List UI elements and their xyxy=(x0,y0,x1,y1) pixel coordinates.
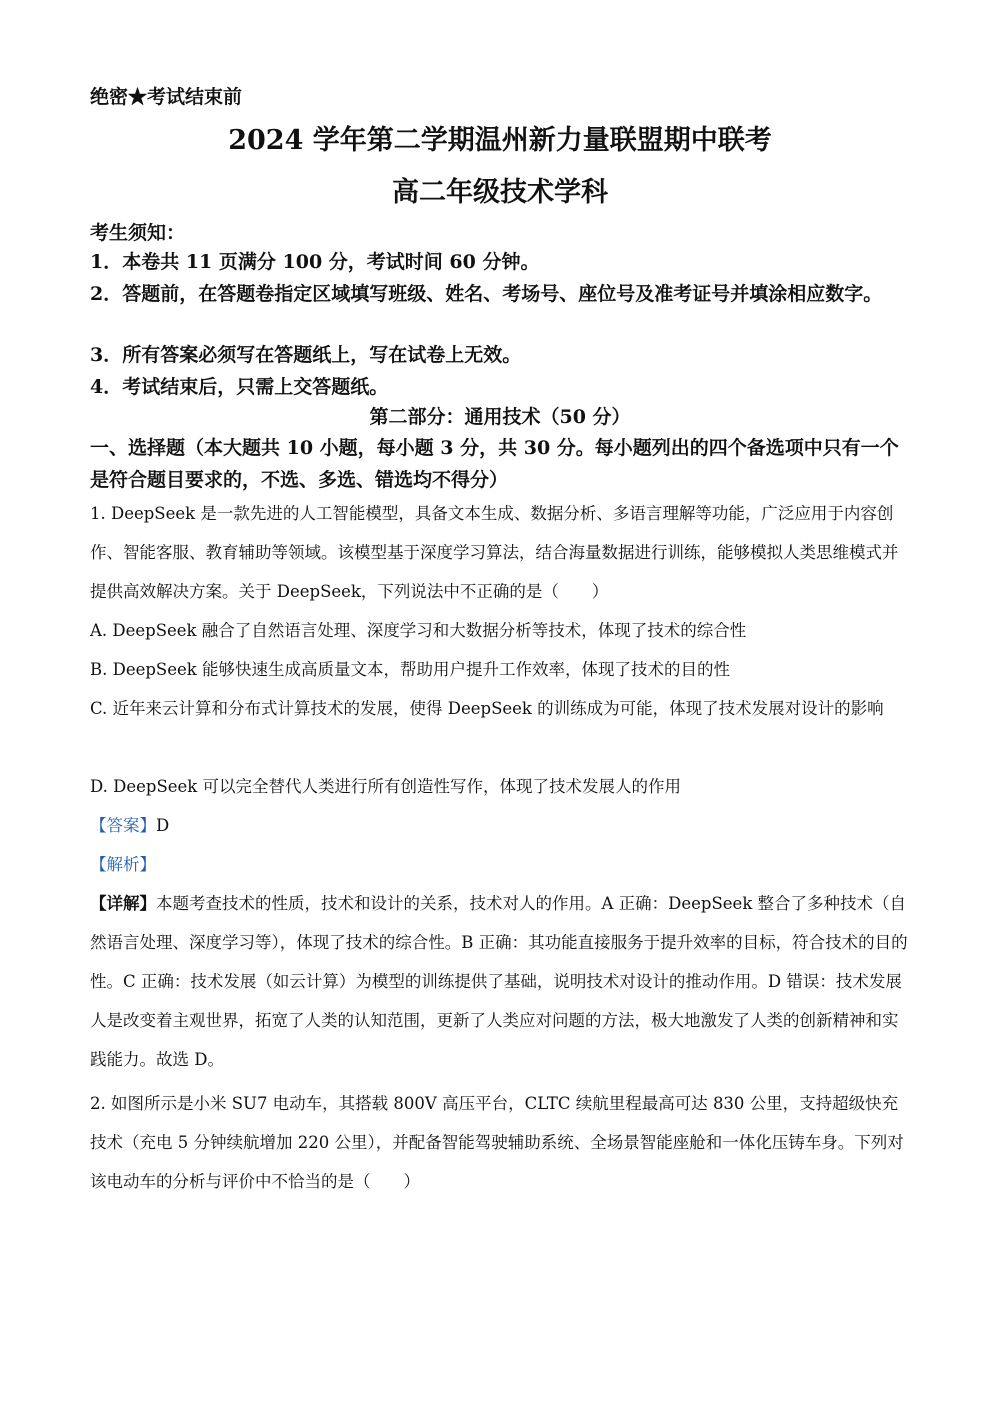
notice-heading: 考生须知： xyxy=(90,222,186,244)
question-1-option-d: D. DeepSeek 可以完全替代人类进行所有创造性写作，体现了技术发展人的作用 xyxy=(90,777,682,796)
answer-tag: 【答案】 xyxy=(90,816,156,835)
analysis-tag: 【解析】 xyxy=(90,855,156,874)
question-1-option-c: C. 近年来云计算和分布式计算技术的发展，使得 DeepSeek 的训练成为可能，体现了技术发展对设计的影响 xyxy=(90,699,884,718)
part-title: 第二部分：通用技术（50 分） xyxy=(369,406,631,428)
confidential-label: 绝密★考试结束前 xyxy=(90,86,243,108)
detail-tag: 【详解】 xyxy=(90,894,156,913)
answer-value: D xyxy=(156,816,170,835)
detail-text: 本题考查技术的性质，技术和设计的关系，技术对人的作用。A 正确：DeepSeek 整合了多种技术（自然语言处理、深度学习等），体现了技术的综合性。B 正确：其功能直接服务于提升效率的目标，符合技术的目的性。C 正确：技术发展（如云计算）为模型的训练提供了基础，说明技术对设计的推动作用。D 错误：技术发展人是改变着主观世界，拓宽了人类的认知范围，更新了人类应对问题的方法，极大地激发了人类的创新精神和实践能力。故选 D。 xyxy=(90,894,908,1069)
exam-title: 2024 学年第二学期温州新力量联盟期中联考 xyxy=(228,125,772,156)
answer-line xyxy=(90,806,910,845)
question-1-stem: 1. DeepSeek 是一款先进的人工智能模型，具备文本生成、数据分析、多语言理解等功能，广泛应用于内容创作、智能客服、教育辅助等领域。该模型基于深度学习算法，结合海量数据进行训练，能够模拟人类思维模式并提供高效解决方案。关于 DeepSeek，下列说法中不正确的是（ ） xyxy=(90,504,899,601)
question-2-stem: 2. 如图所示是小米 SU7 电动车，其搭载 800V 高压平台，CLTC 续航里程最高可达 830 公里，支持超级快充技术（充电 5 分钟续航增加 220 公里），并配备智能驾驶辅助系统、全场景智能座舱和一体化压铸车身。下列对该电动车的分析与评价中不恰当的是（ ） xyxy=(90,1094,904,1191)
notice-item: 2．答题前，在答题卷指定区域填写班级、姓名、考场号、座位号及准考证号并填涂相应数字。 xyxy=(90,283,883,305)
notice-item: 4．考试结束后，只需上交答题纸。 xyxy=(90,376,389,398)
analysis-line xyxy=(90,845,910,884)
detail-paragraph xyxy=(90,884,910,1079)
question-1-option-a: A. DeepSeek 融合了自然语言处理、深度学习和大数据分析等技术，体现了技术的综合性 xyxy=(90,621,747,640)
question-1-option-b: B. DeepSeek 能够快速生成高质量文本，帮助用户提升工作效率，体现了技术的目的性 xyxy=(90,660,731,679)
section-title: 一、选择题（本大题共 10 小题，每小题 3 分，共 30 分。每小题列出的四个备选项中只有一个是符合题目要求的，不选、多选、错选均不得分） xyxy=(90,437,899,491)
notice-item: 3．所有答案必须写在答题纸上，写在试卷上无效。 xyxy=(90,344,522,366)
exam-subtitle: 高二年级技术学科 xyxy=(392,177,608,208)
notice-item: 1．本卷共 11 页满分 100 分，考试时间 60 分钟。 xyxy=(90,251,540,273)
